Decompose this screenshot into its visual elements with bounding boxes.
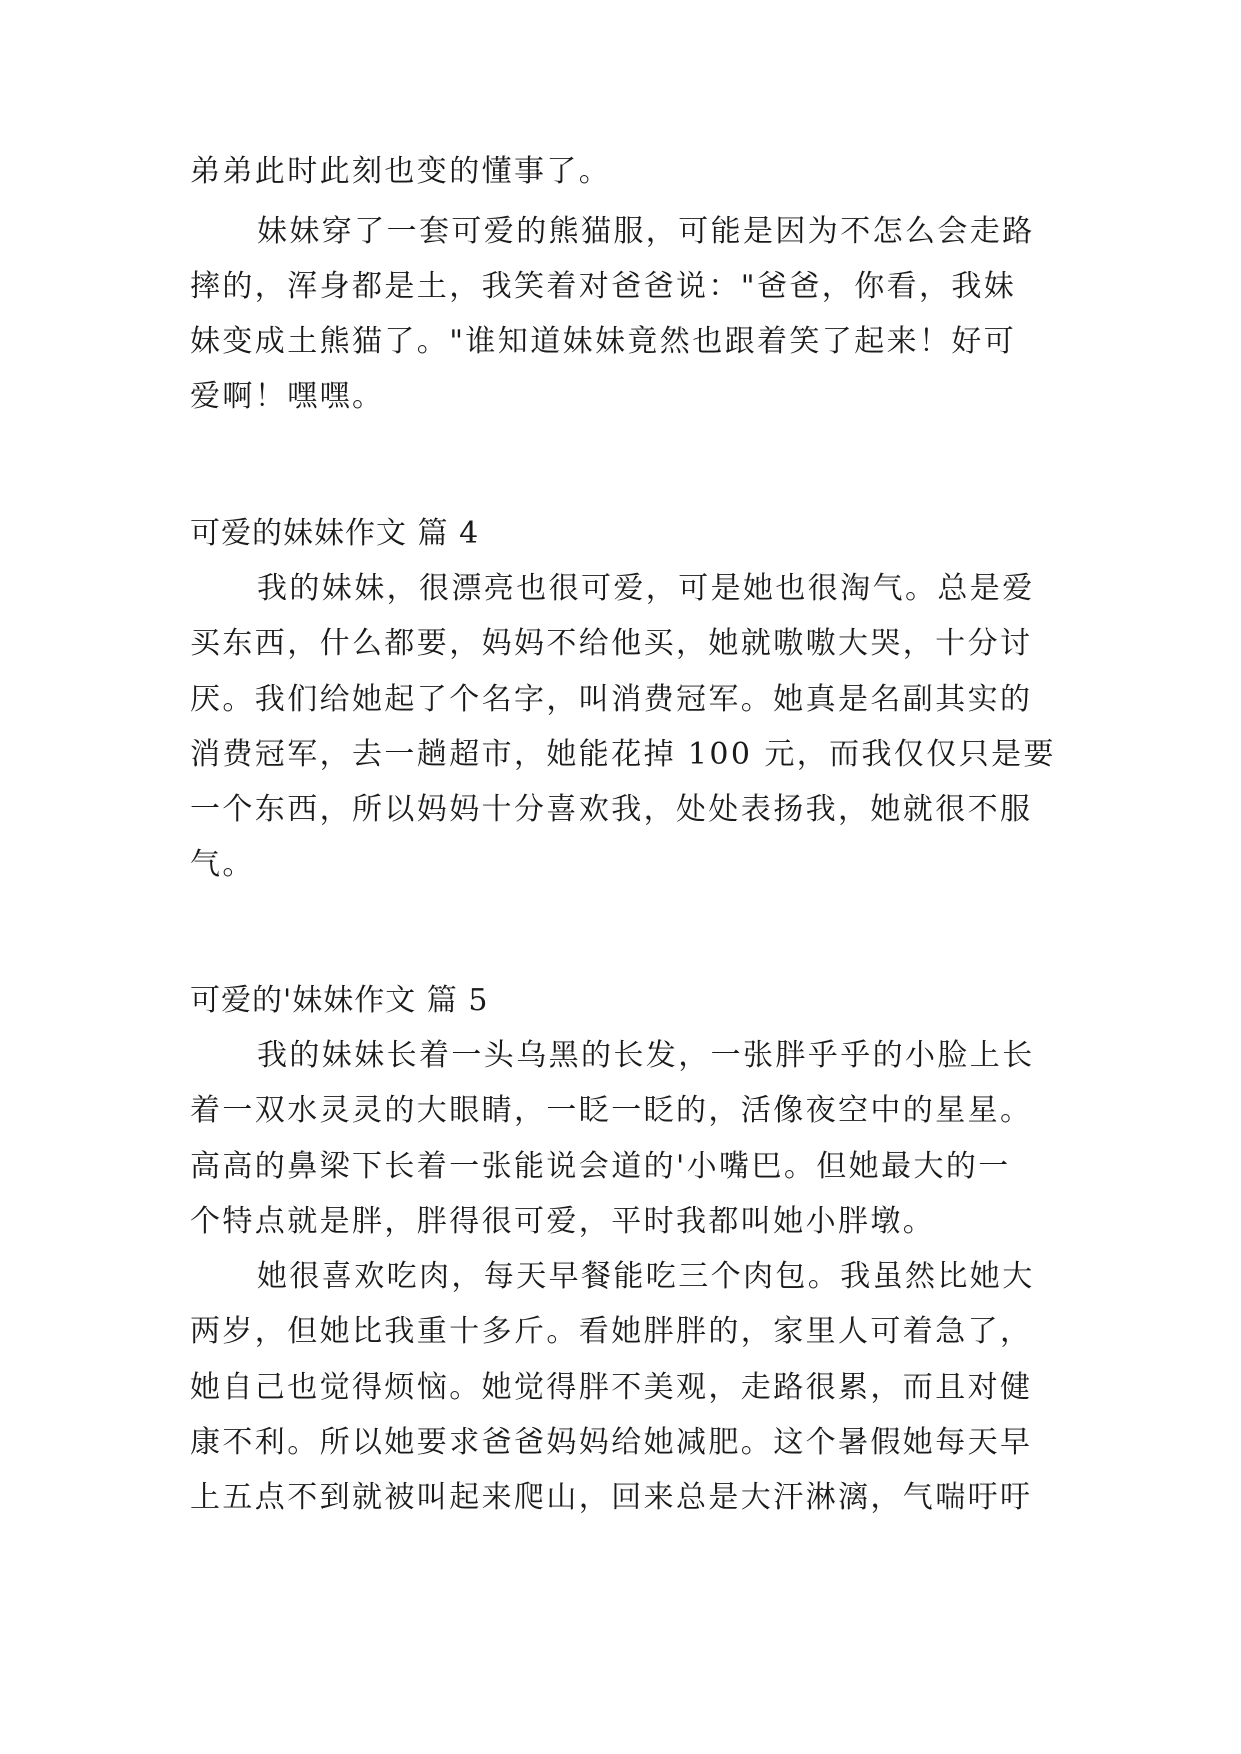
paragraph-line: 我的妹妹，很漂亮也很可爱，可是她也很淘气。总是爱 (257, 571, 1035, 606)
paragraph-line: 个特点就是胖，胖得很可爱，平时我都叫她小胖墩。 (190, 1204, 936, 1239)
paragraph-line: 厌。我们给她起了个名字，叫消费冠军。她真是名副其实的 (190, 682, 1033, 717)
paragraph-line: 气。 (190, 847, 255, 882)
paragraph-line: 她很喜欢吃肉，每天早餐能吃三个肉包。我虽然比她大 (257, 1259, 1035, 1294)
paragraph-line: 两岁，但她比我重十多斤。看她胖胖的，家里人可着急了， (190, 1314, 1033, 1349)
paragraph-line: 摔的，浑身都是土，我笑着对爸爸说："爸爸，你看，我妹 (190, 269, 1017, 304)
paragraph-line: 买东西，什么都要，妈妈不给他买，她就嗷嗷大哭，十分讨 (190, 626, 1033, 661)
paragraph-line: 着一双水灵灵的大眼睛，一眨一眨的，活像夜空中的星星。 (190, 1093, 1033, 1128)
paragraph-line: 爱啊！嘿嘿。 (190, 379, 385, 414)
paragraph-line: 一个东西，所以妈妈十分喜欢我，处处表扬我，她就很不服 (190, 792, 1033, 827)
paragraph-line: 妹妹穿了一套可爱的熊猫服，可能是因为不怎么会走路 (257, 214, 1035, 249)
paragraph-line: 她自己也觉得烦恼。她觉得胖不美观，走路很累，而且对健 (190, 1370, 1033, 1405)
section-heading: 可爱的妹妹作文 篇 4 (190, 516, 480, 551)
paragraph-line: 高高的鼻梁下长着一张能说会道的'小嘴巴。但她最大的一 (190, 1149, 1011, 1184)
paragraph-line: 康不利。所以她要求爸爸妈妈给她减肥。这个暑假她每天早 (190, 1425, 1033, 1460)
section-heading: 可爱的'妹妹作文 篇 5 (190, 983, 489, 1018)
paragraph-line: 妹变成土熊猫了。"谁知道妹妹竟然也跟着笑了起来！好可 (190, 324, 1017, 359)
paragraph-line: 我的妹妹长着一头乌黑的长发，一张胖乎乎的小脸上长 (257, 1038, 1035, 1073)
paragraph-line: 消费冠军，去一趟超市，她能花掉 100 元，而我仅仅只是要 (190, 737, 1056, 772)
paragraph-line: 上五点不到就被叫起来爬山，回来总是大汗淋漓，气喘吁吁 (190, 1480, 1033, 1515)
paragraph-line: 弟弟此时此刻也变的懂事了。 (190, 154, 612, 189)
